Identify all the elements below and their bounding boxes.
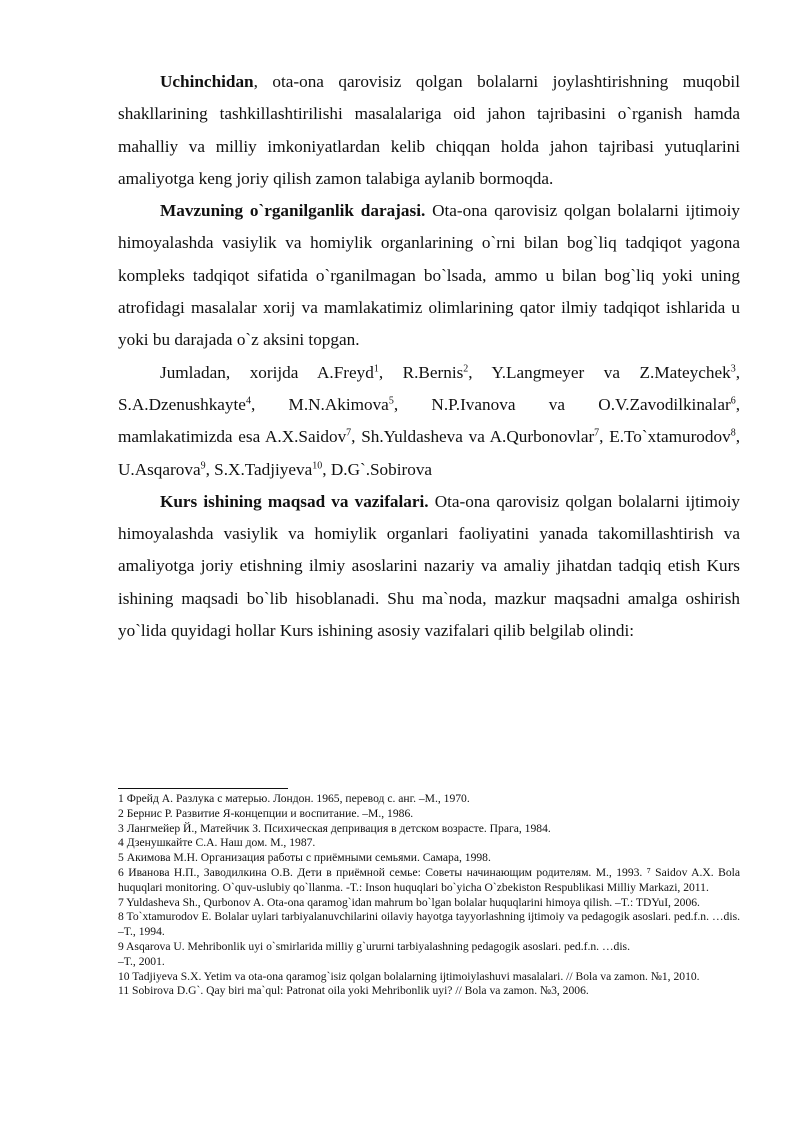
text-run: Jumladan, xorijda A.Freyd: [160, 362, 374, 382]
footnote-ref[interactable]: 2: [463, 362, 469, 374]
paragraph-organilganlik: [118, 195, 740, 356]
footnote-separator: [118, 788, 288, 789]
paragraph-lead: Kurs ishining maqsad va vazifalari.: [160, 491, 429, 511]
paragraph-jumladan: [118, 357, 740, 486]
footnote-1: 1 Фрейд А. Разлука с матерью. Лондон. 1965, перевод с. анг. –М., 1970.: [118, 792, 470, 805]
paragraph-maqsad: [118, 486, 740, 647]
footnote-8: 8 To`xtamurodov E. Bolalar uylari tarbiyalanuvchilarini oilaviy hayotga tayyorlashning ijtimoiy va pedagogik asoslari. ped.f.n. …dis. –T., 1994.: [118, 910, 740, 939]
footnote-ref[interactable]: 10: [312, 459, 323, 471]
text-run: , D.G`.Sobirova: [322, 459, 433, 479]
text-run: , Y.Langmeyer va Z.Mateychek: [468, 362, 731, 382]
footnote-10: 10 Tadjiyeva S.X. Yetim va ota-ona qaramog`isiz qolgan bolalarning ijtimoiylashuvi masalalari. // Bola va zamon. №1, 2010.: [118, 969, 700, 983]
paragraph-body: , ota-ona qarovisiz qolgan bolalarni joylashtirishning muqobil shakllarining tashkillashtirilishi masalalariga oid jahon tajribasini o`rganish hamda mahalliy va milliy imkoniyatlardan kelib chiqqan holda jahon tajribasi yutuqlarini amaliyotga keng joriy qilish zamon talabiga aylanib bormoqda.: [118, 72, 740, 188]
paragraph-body: Ota-ona qarovisiz qolgan bolalarni ijtimoiy himoyalashda vasiylik va homiylik organlari faoliyatini yanada takomillashtirish va amaliyotga joriy etishning ilmiy asoslarini nazariy va amaliy jihatdan tadqiq etish Kurs ishining maqsadi bo`lib hisoblanadi. Shu ma`noda, mazkur maqsadni amalga oshirish yo`lida quyidagi hollar Kurs ishining asosiy vazifalari qilib belgilab olindi:: [118, 491, 740, 641]
footnote-ref[interactable]: 7: [346, 427, 352, 439]
footnote-ref[interactable]: 5: [388, 395, 394, 407]
footnote-7: 7 Yuldasheva Sh., Qurbonov A. Ota-ona qaramog`idan mahrum bo`lgan bolalar huquqlarini himoya qilish. –T.: TDYuI, 2006.: [118, 895, 700, 909]
text-run: , S.X.Tadjiyeva: [205, 459, 313, 479]
footnote-ref[interactable]: 3: [730, 362, 736, 374]
footnote-6: 6 Иванова Н.П., Заводилкина О.В. Дети в приёмной семье: Советы начинающим родителям. М., 1993. ⁷ Saidov A.X. Bola huquqlari monitoring. O`quv-uslubiy qo`llanma. -T.: Inson huquqlari bo`yicha O`zbekiston Respublikasi Milliy Markazi, 2011.: [118, 865, 740, 894]
text-run: , R.Bernis: [378, 362, 464, 382]
footnote-ref[interactable]: 4: [245, 395, 251, 407]
footnote-4: 4 Дзенушкайте С.А. Наш дом. М., 1987.: [118, 836, 316, 850]
footnote-ref[interactable]: 8: [730, 427, 736, 439]
footnote-11: 11 Sobirova D.G`. Qay biri ma`qul: Patronat oila yoki Mehribonlik uyi? // Bola va zamon. №3, 2006.: [118, 984, 589, 998]
paragraph-lead: Uchinchidan: [160, 72, 254, 91]
text-run: , Sh.Yuldasheva va A.Qurbonovlar: [351, 427, 595, 447]
footnote-ref[interactable]: 7: [594, 427, 600, 439]
main-text: [118, 66, 740, 647]
text-run: , mamlakatimizda esa A.X.Saidov: [118, 394, 740, 447]
paragraph-body: Ota-ona qarovisiz qolgan bolalarni ijtimoiy himoyalashda vasiylik va homiylik organlarining o`rni bilan bog`liq tadqiqot yagona kompleks tadqiqot sifatida o`rganilmagan bo`lsada, ammo u bilan bog`liq yoki uning atrofidagi masalalar xorij va mamlakatimiz olimlarining qator ilmiy tadqiqot ishlarida u yoki bu darajada o`z aksini topgan.: [118, 201, 740, 350]
paragraph-uchinchidan: [118, 66, 740, 195]
footnote-ref[interactable]: 6: [730, 395, 736, 407]
text-run: , U.Asqarova: [118, 427, 740, 479]
text-run: , M.N.Akimova: [250, 394, 389, 414]
text-run: , E.To`xtamurodov: [599, 427, 731, 447]
footnotes: [118, 792, 740, 999]
text-run: , S.A.Dzenushkayte: [118, 362, 741, 414]
footnote-ref[interactable]: 9: [200, 459, 206, 471]
footnote-5: 5 Акимова М.Н. Организация работы с приёмными семьями. Самара, 1998.: [118, 851, 491, 865]
footnote-9-cont: –T., 2001.: [118, 954, 165, 968]
footnote-3: 3 Лангмейер Й., Матейчик З. Психическая депривация в детском возрасте. Прага, 1984.: [118, 821, 551, 835]
footnote-9: 9 Asqarova U. Mehribonlik uyi o`smirlarida milliy g`ururni tarbiyalashning pedagogik asoslari. ped.f.n. …dis.: [118, 939, 630, 953]
footnote-ref[interactable]: 1: [373, 362, 379, 374]
text-run: , N.P.Ivanova va O.V.Zavodilkinalar: [393, 394, 731, 414]
footnote-2: 2 Бернис Р. Развитие Я-концепции и воспитание. –М., 1986.: [118, 806, 414, 820]
paragraph-lead: Mavzuning o`rganilganlik darajasi.: [160, 201, 426, 221]
